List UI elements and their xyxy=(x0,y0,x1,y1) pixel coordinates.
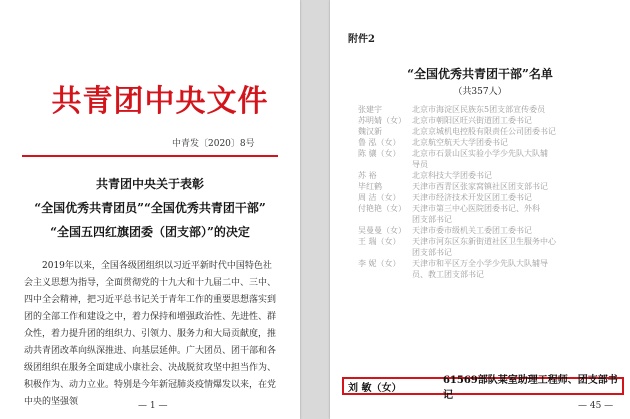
list-item-name: 苏明婧（女） xyxy=(358,116,406,125)
list-item xyxy=(358,269,620,280)
left-document-page xyxy=(0,0,300,419)
list-item-desc: 天津市第三中心医院团委书记、外科 xyxy=(412,204,540,213)
list-item xyxy=(358,225,620,236)
list-item-desc: 导员 xyxy=(412,160,428,169)
list-item-name: 陈 骧（女） xyxy=(358,149,401,158)
list-item xyxy=(358,170,620,181)
list-item-desc: 天津市和平区万全小学少先队大队辅导 xyxy=(412,259,548,268)
list-item xyxy=(358,258,620,269)
list-item-name xyxy=(358,159,412,170)
list-item-name xyxy=(358,214,412,225)
list-item-desc: 员、教工团支部书记 xyxy=(412,270,484,279)
list-item xyxy=(358,104,620,115)
list-item xyxy=(358,203,620,214)
red-divider-line xyxy=(22,155,278,157)
list-item-desc: 天津市河东区东新街道社区卫生服务中心 xyxy=(412,237,556,246)
attachment-label: 附件2 xyxy=(348,34,375,45)
list-item xyxy=(358,137,620,148)
list-item-name: 毕红鹤 xyxy=(358,182,382,191)
list-item xyxy=(358,214,620,225)
highlighted-entry-desc: 61569部队某室助理工程师、团支部书记 xyxy=(442,375,618,401)
right-document-page xyxy=(330,0,630,419)
list-item-desc: 北京科技大学团委书记 xyxy=(412,171,492,180)
list-item-name: 吴曼曼（女） xyxy=(358,226,406,235)
decision-title-line-3: “全国五四红旗团委（团支部）”的决定 xyxy=(50,225,250,239)
list-item-desc: 北京市石景山区实验小学少先队大队辅 xyxy=(412,149,548,158)
list-item-desc: 天津市经济技术开发区团工委书记 xyxy=(412,193,532,202)
list-item xyxy=(358,148,620,159)
list-item xyxy=(358,181,620,192)
list-item-name: 王 瑞（女） xyxy=(358,237,401,246)
highlighted-entry xyxy=(342,375,624,401)
list-item-name: 李 妮（女） xyxy=(358,259,401,268)
list-item-desc: 团支部书记 xyxy=(412,215,452,224)
list-item xyxy=(358,115,620,126)
list-item xyxy=(358,126,620,137)
list-item-desc: 北京航空航天大学团委书记 xyxy=(412,138,508,147)
list-item-name xyxy=(358,247,412,258)
list-title: “全国优秀共青团干部”名单 xyxy=(407,67,553,81)
list-item-desc: 北京市朝阳区旺兴街道团工委书记 xyxy=(412,116,532,125)
page-number: — 45 — xyxy=(578,401,614,411)
highlighted-entry-name: 刘 敏（女） xyxy=(348,382,402,394)
list-item-name: 付艳艳（女） xyxy=(358,204,406,213)
list-item-desc: 北京京城机电控股有限责任公司团委书记 xyxy=(412,127,556,136)
list-item-desc: 天津市西青区张家窝镇社区团支部书记 xyxy=(412,182,548,191)
list-item xyxy=(358,236,620,247)
list-count: （共357人） xyxy=(453,87,507,97)
list-item-name xyxy=(358,269,412,280)
org-header-title: 共青团中央文件 xyxy=(51,84,269,119)
list-item-name: 魏汉新 xyxy=(358,127,382,136)
page-number: — 1 — xyxy=(138,401,168,411)
document-number: 中青发〔2020〕8号 xyxy=(172,139,255,149)
list-item-desc: 天津市委市级机关工委团工委书记 xyxy=(412,226,532,235)
body-paragraph: 2019年以来，全国各级团组织以习近平新时代中国特色社会主义思想为指导，全面贯彻党的十九大和十九届二中、三中、四中全会精神，把习近平总书记关于青年工作的重要思想落实到团的全部工作和建设之中，着力保持和增强政治性、先进性、群众性，着力提升团的组织力、引领力、服务力和大局贡献度，推动共青团改革向纵深推进、向基层延伸。广大团员、团干部和各级团组织在服务全面建成小康社会、决战脱贫攻坚中担当作为、积极作为、动力立业。特别是今年新冠肺炎疫情爆发以来，在党中央的坚强领 xyxy=(24,261,277,407)
list-item-name: 张建宇 xyxy=(358,105,382,114)
list-item xyxy=(358,192,620,203)
list-item xyxy=(358,247,620,258)
list-item xyxy=(358,159,620,170)
list-item-desc: 团支部书记 xyxy=(412,248,452,257)
decision-title-line-2: “全国优秀共青团员”“全国优秀共青团干部” xyxy=(34,201,266,215)
list-item-name: 苏 裕 xyxy=(358,171,377,180)
list-item-desc: 北京市海淀区民族东5团支部宣传委员 xyxy=(412,105,546,114)
list-item-name: 周 洁（女） xyxy=(358,193,401,202)
name-list xyxy=(358,104,620,280)
decision-title-line-1: 共青团中央关于表彰 xyxy=(95,177,204,191)
list-item-name: 鲁 泓（女） xyxy=(358,138,401,147)
